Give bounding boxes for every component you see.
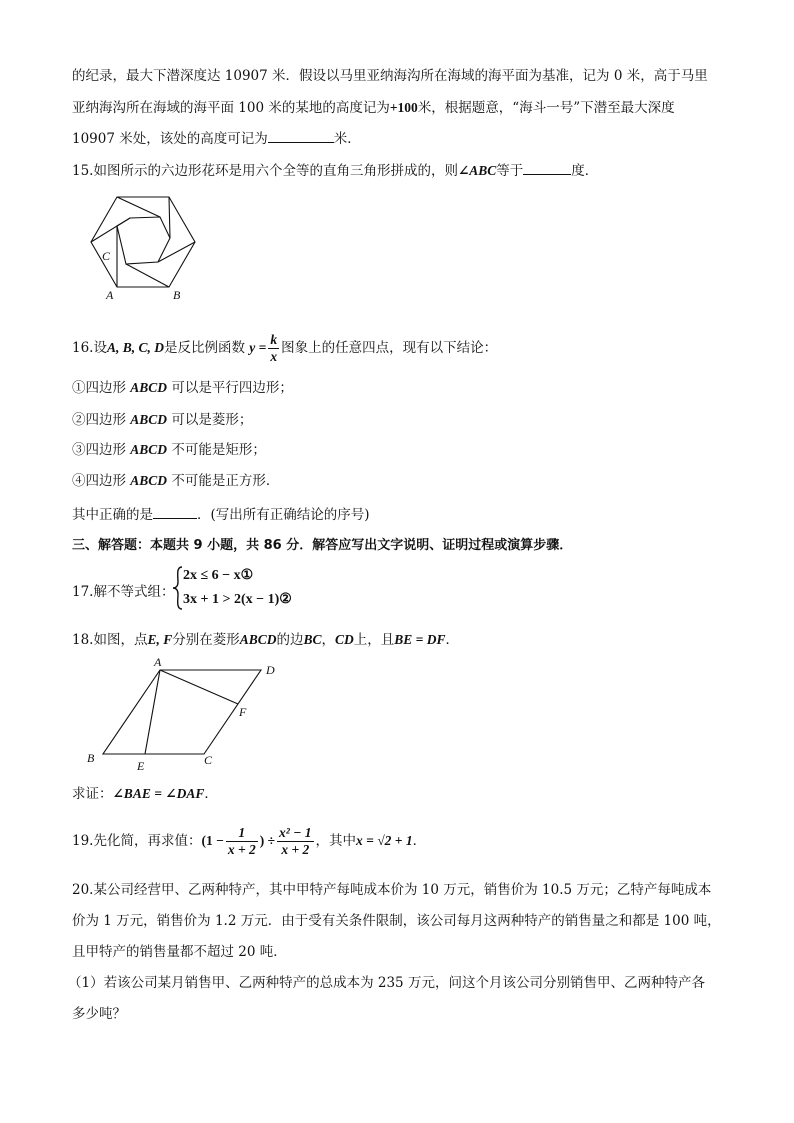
p16-item-1-q: ABCD xyxy=(130,380,168,395)
p15-question xyxy=(72,160,598,181)
p19-paren-open: (1 − xyxy=(201,833,224,848)
p14-line-2 xyxy=(72,98,675,118)
hex-label-a: A xyxy=(106,288,114,302)
segment-ae xyxy=(145,670,160,754)
p14-line-3-a: 10907 米处，该处的高度可记为 xyxy=(72,131,268,147)
p18-text-i: 上，且 xyxy=(353,632,395,648)
p14-line-3-b: 米． xyxy=(333,131,361,147)
p16-item-3-pre: ③四边形 xyxy=(72,442,131,458)
rh-label-f: F xyxy=(239,705,247,719)
p18-text-g: ， xyxy=(321,632,336,648)
p15-text-a: 15.如图所示的六边形花环是用六个全等的直角三角形拼成的，则 xyxy=(72,163,458,179)
p19-x-value: x = √2 + 1 xyxy=(356,833,413,848)
p18-text-c: 分别在菱形 xyxy=(172,632,240,648)
p16-item-4 xyxy=(72,471,279,491)
p19-frac1-num: 1 xyxy=(226,825,258,842)
p14-line-1: 的纪录，最大下潜深度达 10907 米．假设以马里亚纳海沟所在海域的海平面为基准，记为 0 米，高于马里 xyxy=(72,68,708,84)
p20-line-3: 且甲特产的销售量都不超过 20 吨． xyxy=(72,944,287,960)
p20-line-2: 价为 1 万元，销售价为 1.2 万元．由于受有关条件限制，该公司每月这两种特产的销售量之和都是 100 吨， xyxy=(72,913,721,929)
p18-proof-c: ． xyxy=(204,786,218,802)
rh-label-d: D xyxy=(266,663,275,677)
p16-item-2-post: 可以是菱形； xyxy=(167,412,253,428)
p18-side-cd: CD xyxy=(335,632,354,647)
p14-answer-blank[interactable] xyxy=(268,128,334,143)
p16-item-4-post: 不可能是正方形． xyxy=(167,473,280,489)
p19-fraction-1 xyxy=(226,825,258,858)
p18-text-a: 18.如图，点 xyxy=(72,632,148,648)
p18-text-k: ． xyxy=(445,632,460,648)
p17-inequality-1: 2x ≤ 6 − x① xyxy=(183,568,254,583)
p20-line-5: 多少吨？ xyxy=(72,1006,126,1022)
p19-frac2-num: x² − 1 xyxy=(279,825,312,840)
p14-line-2-a: 亚纳海沟所在海域的海平面 100 米的某地的高度记为 xyxy=(72,100,390,116)
p18-rhombus: ABCD xyxy=(239,632,277,647)
p16-item-2-pre: ②四边形 xyxy=(72,412,131,428)
p16-item-1 xyxy=(72,378,293,398)
rhombus-outline xyxy=(103,670,261,754)
p16-frac-num: k xyxy=(270,332,278,347)
p16-answer-a: 其中正确的是 xyxy=(72,507,153,523)
section-3-heading: 三、解答题：本题共 9 小题，共 86 分．解答应写出文字说明、证明过程或演算步骤． xyxy=(72,538,573,553)
rh-label-e: E xyxy=(137,759,145,773)
p19-frac2-den: x + 2 xyxy=(281,842,310,857)
p18-proof-line xyxy=(72,784,218,804)
p18-points: E, F xyxy=(147,632,173,647)
rh-label-c: C xyxy=(204,753,213,767)
rhombus-figure xyxy=(84,654,284,774)
p19-frac1-den: x + 2 xyxy=(227,842,256,857)
p18-proof-statement: ∠BAE = ∠DAF xyxy=(112,786,205,801)
p16-item-3-post: 不可能是矩形； xyxy=(167,442,266,458)
p19-text-g: ． xyxy=(412,833,427,849)
p16-y-equals: y = xyxy=(249,340,267,355)
p16-question xyxy=(72,332,497,365)
p16-item-2-q: ABCD xyxy=(130,412,168,427)
p14-line-3 xyxy=(72,128,361,149)
p14-height-value: +100 xyxy=(389,100,418,115)
p16-fraction xyxy=(268,332,279,365)
rh-label-a: A xyxy=(154,655,162,669)
p16-item-3-q: ABCD xyxy=(130,442,168,457)
p18-side-bc: BC xyxy=(303,632,322,647)
p20-line-1: 20.某公司经营甲、乙两种特产，其中甲特产每吨成本价为 10 万元，销售价为 10.5 万元；乙特产每吨成本 xyxy=(72,882,712,898)
p16-text-c: 是反比例函数 xyxy=(164,340,245,356)
p19-divide: ) ÷ xyxy=(259,833,276,848)
p16-points: A, B, C, D xyxy=(106,340,164,355)
p19-text-a: 19.先化简，再求值： xyxy=(72,833,202,849)
p15-text-d: 度． xyxy=(571,163,599,179)
p19-fraction-2 xyxy=(277,825,313,858)
p18-text-e: 的边 xyxy=(276,632,304,648)
p14-line-2-c: 米，根据题意，“海斗一号”下潜至最大深度 xyxy=(417,100,675,116)
hex-label-c: C xyxy=(102,249,111,263)
p18-question xyxy=(72,630,459,650)
p15-text-c: 等于 xyxy=(496,163,524,179)
p16-item-3 xyxy=(72,440,266,460)
p16-item-4-pre: ④四边形 xyxy=(72,473,131,489)
p18-proof-a: 求证： xyxy=(72,786,113,802)
p16-item-2 xyxy=(72,410,252,430)
p15-answer-blank[interactable] xyxy=(523,160,571,175)
p18-condition: BE = DF xyxy=(394,632,446,647)
p16-item-1-pre: ①四边形 xyxy=(72,380,131,396)
inner-hexagon xyxy=(117,217,170,264)
p16-answer-line xyxy=(72,504,370,525)
p16-item-4-q: ABCD xyxy=(130,473,168,488)
p16-answer-b: ．(写出所有正确结论的序号) xyxy=(197,507,370,523)
hexagon-figure xyxy=(84,190,209,302)
p19-text-e: ，其中 xyxy=(315,833,357,849)
p16-frac-den: x xyxy=(270,349,278,364)
p16-text-d: 图象上的任意四点，现有以下结论： xyxy=(281,340,498,356)
p15-angle: ∠ABC xyxy=(457,163,497,178)
p16-answer-blank[interactable] xyxy=(153,504,197,519)
p19-question xyxy=(72,824,426,858)
p17-inequality-2: 3x + 1 > 2(x − 1)② xyxy=(183,592,292,607)
segment-af xyxy=(160,670,238,704)
hex-label-b: B xyxy=(173,288,181,302)
p16-item-1-post: 可以是平行四边形； xyxy=(167,380,293,396)
p16-text-a: 16.设 xyxy=(72,340,107,356)
p20-line-4: （1）若该公司某月销售甲、乙两种特产的总成本为 235 万元，问这个月该公司分别销售甲、乙两种特产各 xyxy=(68,975,705,991)
rh-label-b: B xyxy=(87,751,95,765)
p17-question: 17.解不等式组： xyxy=(72,584,175,600)
